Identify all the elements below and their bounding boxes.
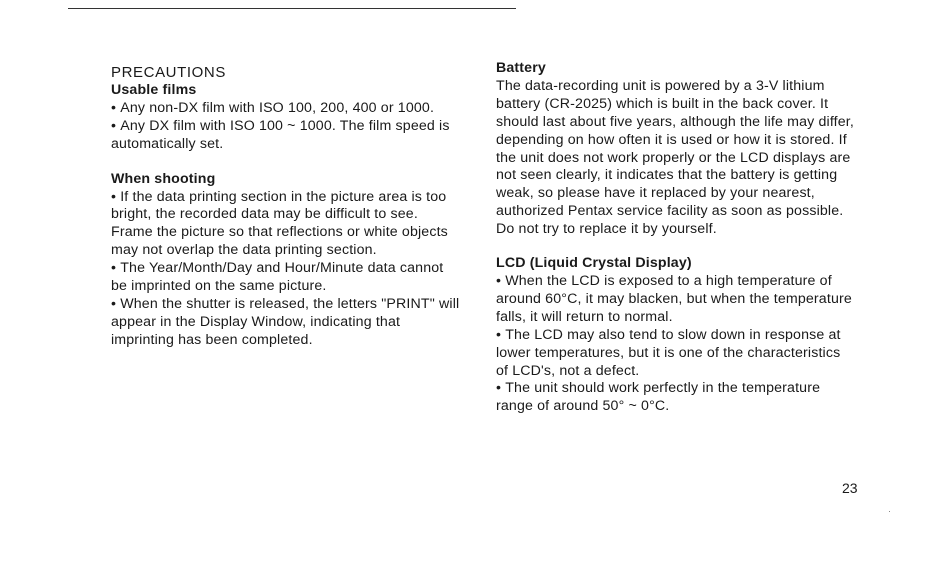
battery-heading: Battery <box>496 60 546 76</box>
when-shooting-bullet-1: • If the data printing section in the picture area is too bright, the recorded data may be difficult to see. Frame the picture so that reflections or white objects may not overlap the data printing section. <box>111 189 461 261</box>
right-column <box>496 60 856 416</box>
lcd-bullet-3: • The unit should work perfectly in the temperature range of around 50° ~ 0°C. <box>496 380 856 416</box>
lcd-heading: LCD (Liquid Crystal Display) <box>496 255 692 272</box>
when-shooting-bullet-2: • The Year/Month/Day and Hour/Minute data cannot be imprinted on the same picture. <box>111 260 461 296</box>
left-column <box>111 60 461 350</box>
section-title: PRECAUTIONS <box>111 64 226 81</box>
page-number: 23 <box>842 480 858 496</box>
usable-films-bullet-2: • Any DX film with ISO 100 ~ 1000. The film speed is automatically set. <box>111 118 461 154</box>
when-shooting-bullet-3: • When the shutter is released, the letters "PRINT" will appear in the Display Window, indicating that imprinting has been completed. <box>111 296 461 350</box>
usable-films-heading: Usable films <box>111 82 197 98</box>
speck <box>889 511 890 512</box>
usable-films-bullet-1: • Any non-DX film with ISO 100, 200, 400 or 1000. <box>111 100 461 118</box>
lcd-bullet-1: • When the LCD is exposed to a high temperature of around 60°C, it may blacken, but when the temperature falls, it will return to normal. <box>496 273 856 327</box>
when-shooting-heading: When shooting <box>111 170 216 187</box>
top-rule <box>68 8 516 9</box>
battery-text: The data-recording unit is powered by a 3-V lithium battery (CR-2025) which is built in the back cover. It should last about five years, although the life may differ, depending on how often it is used or how it is stored. If the unit does not work properly or the LCD displays are not seen clearly, it indicates that the battery is getting weak, so please have it replaced by your nearest, authorized Pentax service facility as soon as possible. Do not try to replace it by yourself. <box>496 77 854 238</box>
lcd-bullet-2: • The LCD may also tend to slow down in response at lower temperatures, but it is one of the characteristics of LCD's, not a defect. <box>496 327 856 381</box>
